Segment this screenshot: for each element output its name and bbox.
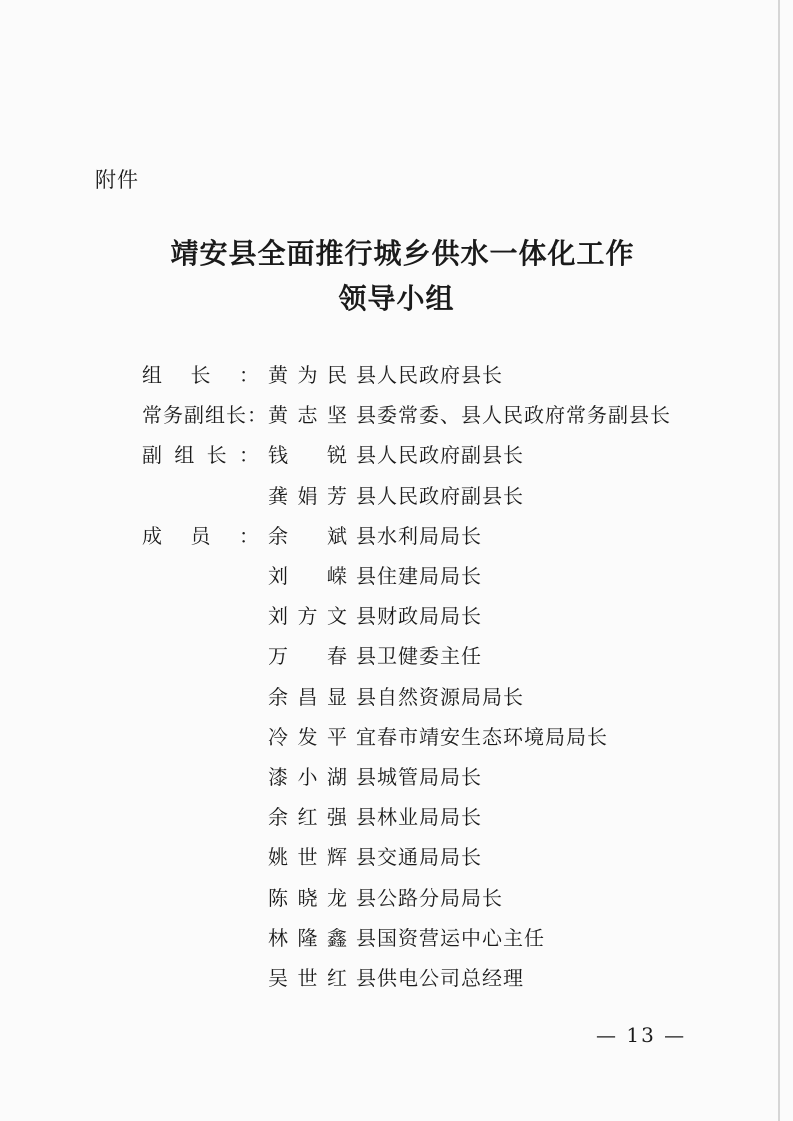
page-edge-line — [778, 0, 780, 1121]
member-name: 林 隆 鑫 — [268, 925, 348, 950]
member-name: 姚 世 辉 — [268, 845, 348, 870]
member-post: 县公路分局局长 — [356, 885, 503, 910]
member-name: 陈 晓 龙 — [268, 885, 348, 910]
member-post: 县供电公司总经理 — [356, 966, 524, 990]
member-post: 县自然资源局局长 — [356, 684, 524, 709]
page-number: — 13 — — [596, 1023, 687, 1047]
member-post: 县水利局局长 — [356, 523, 482, 548]
member-name: 黄 志 坚 — [268, 403, 348, 428]
member-role: 常 务 副 组 长 ： — [142, 403, 268, 428]
member-name: 刘 方 文 — [268, 604, 348, 629]
member-name: 万 春 — [268, 644, 348, 669]
member-post: 县林业局局长 — [356, 805, 482, 830]
member-name: 黄 为 民 — [268, 363, 348, 387]
member-name: 余 斌 — [268, 523, 348, 548]
member-name: 漆 小 湖 — [268, 765, 348, 789]
member-post: 县卫健委主任 — [356, 644, 482, 669]
member-name: 钱 锐 — [268, 443, 348, 468]
document-title-line-2: 领导小组 — [338, 282, 455, 315]
member-role: 组 长 ： — [142, 363, 260, 387]
member-post: 县国资营运中心主任 — [356, 925, 545, 950]
member-name: 刘 嵘 — [268, 564, 348, 588]
member-post: 县住建局局长 — [356, 564, 482, 588]
member-post: 县人民政府副县长 — [356, 483, 524, 508]
member-name: 冷 发 平 — [268, 724, 348, 749]
member-post: 县财政局局长 — [356, 604, 482, 629]
member-post: 县人民政府县长 — [356, 363, 503, 387]
member-name: 余 昌 显 — [268, 684, 348, 709]
member-role: 副 组 长 ： — [142, 443, 260, 468]
attachment-label: 附件 — [95, 168, 139, 192]
member-post: 县交通局局长 — [356, 845, 482, 870]
member-name: 龚 娟 芳 — [268, 483, 348, 508]
document-title-line-1: 靖安县全面推行城乡供水一体化工作 — [170, 237, 635, 270]
member-post: 县城管局局长 — [356, 765, 482, 789]
member-post: 宜春市靖安生态环境局局长 — [356, 724, 608, 749]
member-post: 县委常委、县人民政府常务副县长 — [356, 403, 671, 428]
member-name: 吴 世 红 — [268, 966, 348, 990]
member-role: 成 员 ： — [142, 523, 260, 548]
member-post: 县人民政府副县长 — [356, 443, 524, 468]
member-name: 余 红 强 — [268, 805, 348, 830]
